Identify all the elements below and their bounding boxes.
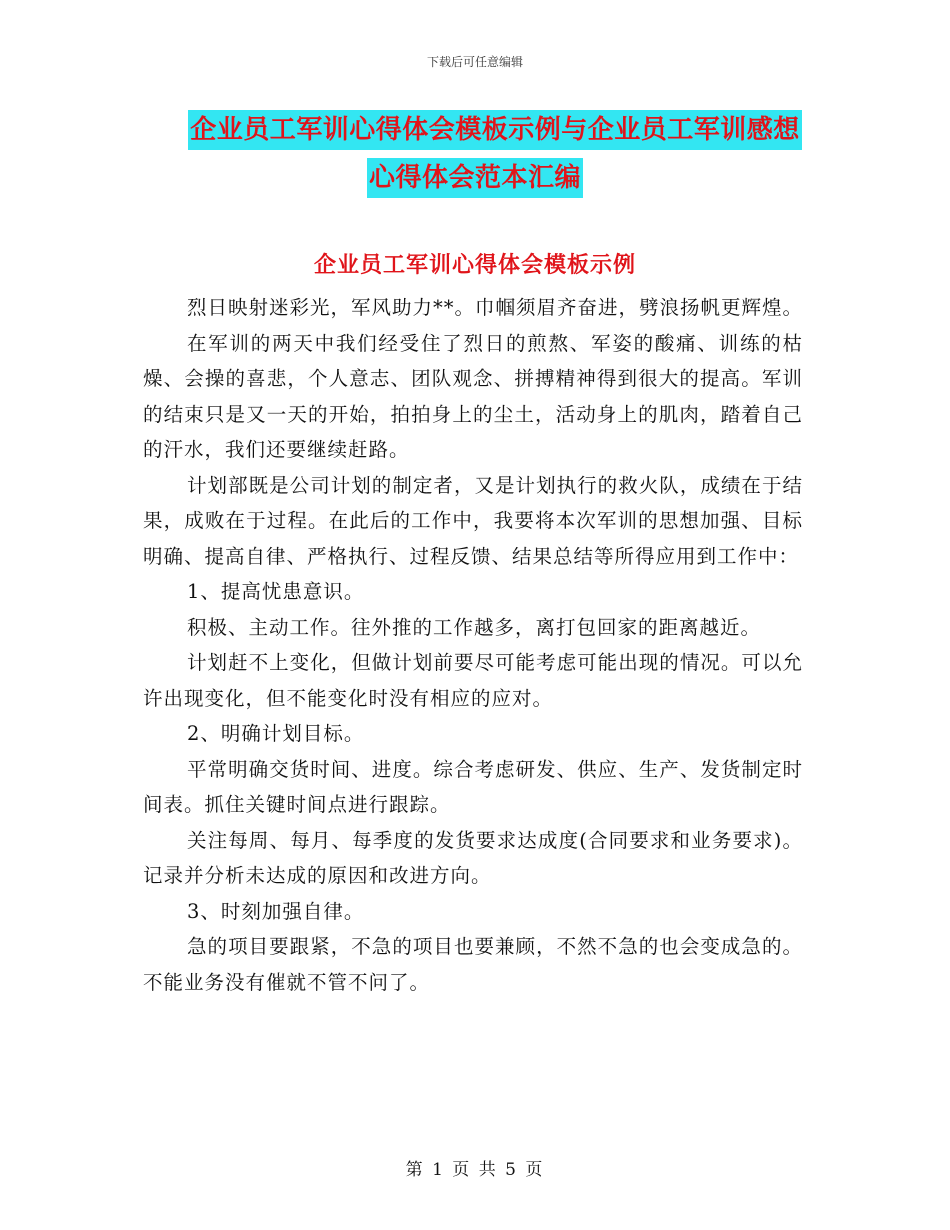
title-line-1: 企业员工军训心得体会模板示例与企业员工军训感想 bbox=[188, 110, 802, 150]
paragraph: 关注每周、每月、每季度的发货要求达成度(合同要求和业务要求)。记录并分析未达成的原因和改进方向。 bbox=[143, 828, 803, 887]
paragraph: 积极、主动工作。往外推的工作越多，离打包回家的距离越近。 bbox=[187, 615, 762, 639]
list-heading: 1、提高忧患意识。 bbox=[187, 580, 365, 603]
paragraph: 急的项目要跟紧，不急的项目也要兼顾，不然不急的也会变成急的。不能业务没有催就不管不问了。 bbox=[143, 935, 803, 994]
paragraph: 在军训的两天中我们经受住了烈日的煎熬、军姿的酸痛、训练的枯燥、会操的喜悲，个人意志、团队观念、拼搏精神得到很大的提高。军训的结束只是又一天的开始，拍拍身上的尘土，活动身上的肌肉，踏着自己的汗水，我们还要继续赶路。 bbox=[143, 331, 803, 461]
page-number: 第 1 页 共 5 页 bbox=[405, 1160, 545, 1180]
header-note: 下载后可任意编辑 bbox=[426, 55, 523, 69]
list-heading: 3、时刻加强自律。 bbox=[187, 899, 365, 923]
document-title bbox=[0, 110, 950, 206]
section-title: 企业员工军训心得体会模板示例 bbox=[313, 253, 636, 278]
paragraph: 计划部既是公司计划的制定者，又是计划执行的救火队，成绩在于结果，成败在于过程。在此后的工作中，我要将本次军训的思想加强、目标明确、提高自律、严格执行、过程反馈、结果总结等所得应用到工作中： bbox=[143, 473, 803, 568]
paragraph: 烈日映射迷彩光，军风助力**。巾帼须眉齐奋进，劈浪扬帆更辉煌。 bbox=[187, 296, 804, 319]
paragraph: 计划赶不上变化，但做计划前要尽可能考虑可能出现的情况。可以允许出现变化，但不能变化时没有相应的应对。 bbox=[143, 651, 803, 710]
body-content bbox=[143, 290, 803, 1000]
list-heading: 2、明确计划目标。 bbox=[187, 722, 365, 745]
paragraph: 平常明确交货时间、进度。综合考虑研发、供应、生产、发货制定时间表。抓住关键时间点进行跟踪。 bbox=[143, 757, 803, 816]
title-line-2: 心得体会范本汇编 bbox=[367, 158, 583, 198]
